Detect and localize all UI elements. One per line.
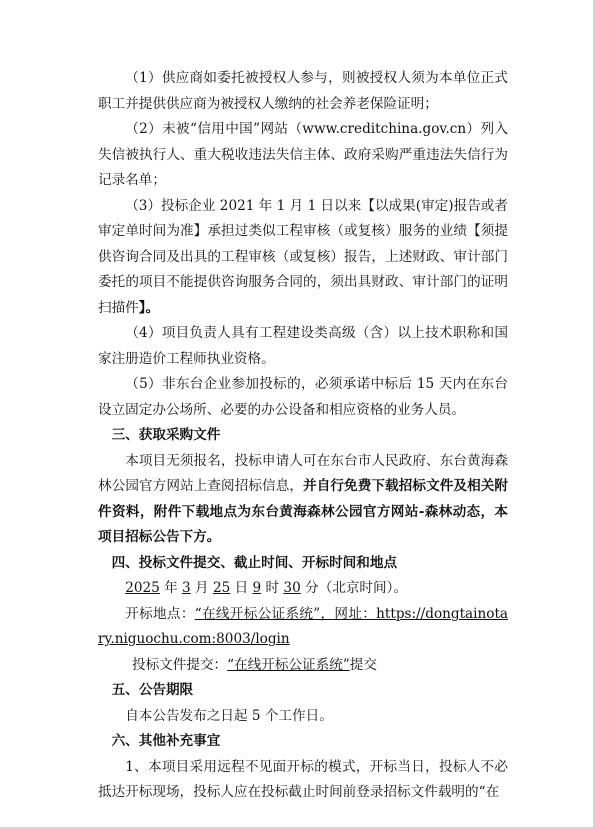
requirement-item-3-text: （3）投标企业 2021 年 1 月 1 日以来【以成果(审定)报告或者审定单时间为准】承担过类似工程审核（或复核）服务的业绩【须提供咨询合同及出具的工程审核（或复核）报告，上述财政、审计部门委托的项目不能提供咨询服务合同的，须出具财政、审计部门的证明扫描件	[98, 197, 508, 316]
requirement-item-4: （4）项目负责人具有工程建设类高级（含）以上技术职称和国家注册造价工程师执业资格。	[98, 325, 508, 367]
deadline-hour-unit: 时	[261, 580, 284, 596]
bid-submission-label: 投标文件提交：	[131, 656, 228, 673]
deadline-day: 25	[212, 580, 231, 596]
section-3-paragraph	[98, 449, 508, 551]
deadline-year: 2025	[125, 580, 160, 596]
deadline-year-unit: 年	[159, 580, 183, 596]
opening-location	[98, 602, 508, 653]
section-3-heading: 三、获取采购文件	[111, 427, 221, 443]
opening-location-link[interactable]: “在线开标公证系统”，网址：https://dongtainotary.niguochu.com:8003/login	[98, 605, 509, 647]
deadline-hour: 9	[252, 580, 262, 596]
section-6-text: 1、本项目采用远程不见面开标的模式，开标当日，投标人不必抵达开标现场，投标人应在投标截止时间前登录招标文件载明的“在	[98, 758, 508, 800]
bid-submission	[98, 653, 508, 679]
document-body	[98, 66, 508, 806]
section-3-text: 本项目无须报名，投标申请人可在东台市人民政府、东台黄海森林公园官方网站上查阅招标信息，	[98, 452, 508, 494]
requirement-item-5: （5）非东台企业参加投标的，必须承诺中标后 15 天内在东台设立固定办公场所、必要的办公设备和相应资格的业务人员。	[98, 376, 508, 418]
opening-location-label: 开标地点：	[125, 605, 195, 622]
section-4-heading: 四、投标文件提交、截止时间、开标时间和地点	[111, 554, 398, 571]
section-3-bold-text: 并自行免费下载招标文件及相关附件资料，附件下载地点为东台黄海森林公园官方网站-森林动态，本项目招标公告下方。	[98, 478, 509, 545]
bid-submission-system: “在线开标公证系统”	[227, 656, 350, 673]
deadline-month-unit: 月	[190, 580, 213, 596]
section-5-text: 自本公告发布之日起 5 个工作日。	[125, 707, 333, 724]
bid-submission-tail: 提交	[349, 656, 377, 673]
deadline-tail: 分（北京时间）。	[300, 580, 408, 596]
requirement-item-3-end: 】。	[138, 299, 160, 316]
deadline-minute: 30	[283, 580, 301, 596]
deadline-line	[98, 576, 508, 602]
requirement-item-2: （2）未被“信用中国”网站（www.creditchina.gov.cn）列入失信被执行人、重大税收违法失信主体、政府采购严重违法失信行为记录名单；	[98, 121, 508, 188]
section-6-heading: 六、其他补充事宜	[111, 733, 221, 749]
requirement-item-3	[98, 194, 508, 322]
deadline-month: 3	[182, 580, 191, 596]
section-5-heading: 五、公告期限	[111, 682, 194, 698]
deadline-day-unit: 日	[230, 580, 253, 596]
requirement-item-1: （1）供应商如委托被授权人参与，则被授权人须为本单位正式职工并提供供应商为被授权人缴纳的社会养老保险证明；	[98, 70, 508, 112]
